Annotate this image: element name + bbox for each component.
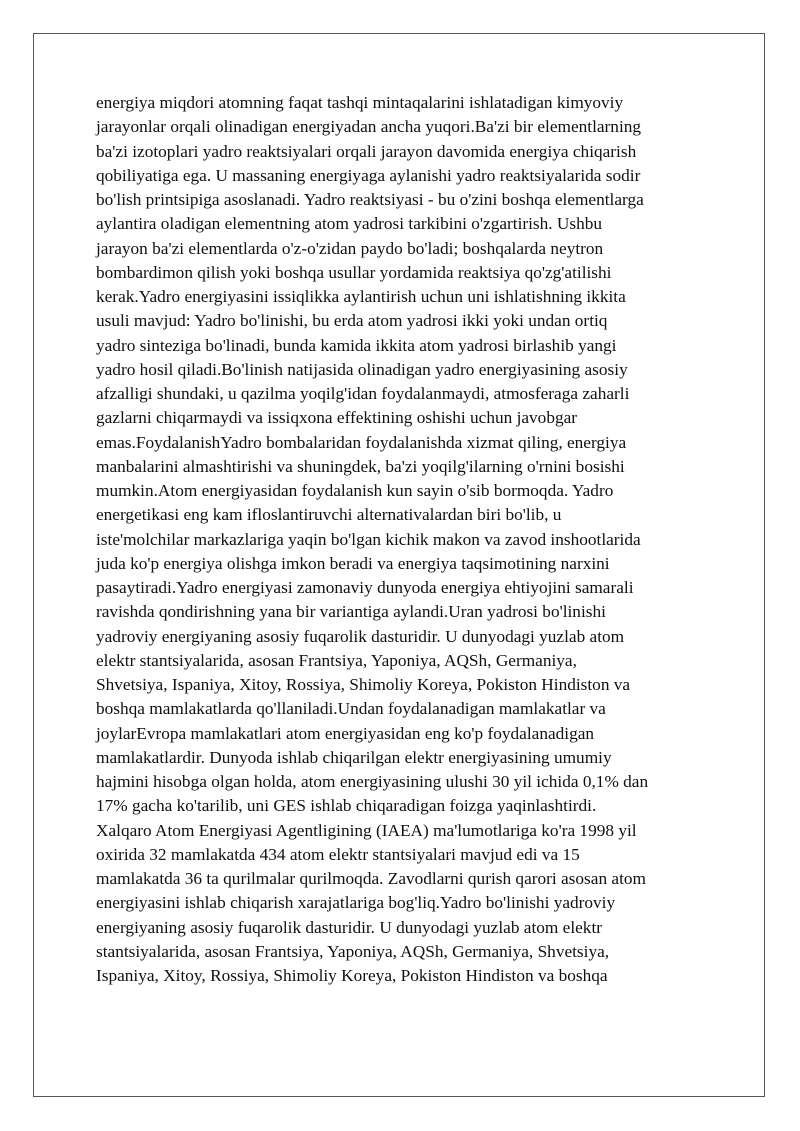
text-line: iste'molchilar markazlariga yaqin bo'lgan kichik makon va zavod inshootlarida: [96, 529, 641, 549]
text-line: yadro sinteziga bo'linadi, bunda kamida ikkita atom yadrosi birlashib yangi: [96, 335, 617, 355]
text-line: boshqa mamlakatlarda qo'llaniladi.Undan foydalanadigan mamlakatlar va: [96, 699, 606, 719]
text-line: yadro hosil qiladi.Bo'linish natijasida olinadigan yadro energiyasining asosiy: [96, 359, 628, 379]
text-line: mamlakatlardir. Dunyoda ishlab chiqarilgan elektr energiyasining umumiy: [96, 747, 612, 767]
text-line: 17% gacha ko'tarilib, uni GES ishlab chiqaradigan foizga yaqinlashtirdi.: [96, 796, 597, 816]
text-line: energiya miqdori atomning faqat tashqi mintaqalarini ishlatadigan kimyoviy: [96, 93, 624, 112]
text-line: bombardimon qilish yoki boshqa usullar yordamida reaktsiya qo'zg'atilishi: [96, 262, 612, 282]
text-line: jarayon ba'zi elementlarda o'z-o'zidan paydo bo'ladi; boshqalarda neytron: [96, 238, 604, 258]
text-line: mamlakatda 36 ta qurilmalar qurilmoqda. Zavodlarni qurish qarori asosan atom: [96, 869, 646, 888]
text-line: gazlarni chiqarmaydi va issiqxona effektining oshishi uchun javobgar: [96, 408, 578, 428]
text-line: kerak.Yadro energiyasini issiqlikka aylantirish uchun uni ishlatishning ikkita: [96, 287, 626, 306]
text-line: pasaytiradi.Yadro energiyasi zamonaviy dunyoda energiya ehtiyojini samarali: [96, 578, 634, 597]
text-line: usuli mavjud: Yadro bo'linishi, bu erda atom yadrosi ikki yoki undan ortiq: [96, 311, 608, 331]
text-line: ba'zi izotoplari yadro reaktsiyalari orqali jarayon davomida energiya chiqarish: [96, 141, 637, 161]
text-line: aylantira oladigan elementning atom yadrosi tarkibini o'zgartirish. Ushbu: [96, 214, 603, 234]
text-line: energetikasi eng kam ifloslantiruvchi alternativalardan biri bo'lib, u: [96, 505, 562, 525]
text-line: manbalarini almashtirishi va shuningdek, ba'zi yoqilg'ilarning o'rnini bosishi: [96, 456, 625, 476]
text-line: hajmini hisobga olgan holda, atom energiyasining ulushi 30 yil ichida 0,1% dan: [96, 772, 649, 791]
text-line: energiyaning asosiy fuqarolik dasturidir. U dunyodagi yuzlab atom elektr: [96, 917, 602, 937]
text-line: jarayonlar orqali olinadigan energiyadan ancha yuqori.Ba'zi bir elementlarning: [96, 117, 642, 137]
text-line: yadroviy energiyaning asosiy fuqarolik dasturidir. U dunyodagi yuzlab atom: [96, 626, 625, 646]
text-line: Ispaniya, Xitoy, Rossiya, Shimoliy Koreya, Pokiston Hindiston va boshqa: [96, 966, 608, 985]
body-text: [96, 91, 716, 988]
text-line: Xalqaro Atom Energiyasi Agentligining (IAEA) ma'lumotlariga ko'ra 1998 yil: [96, 820, 637, 840]
text-line: energiyasini ishlab chiqarish xarajatlariga bog'liq.Yadro bo'linishi yadroviy: [96, 893, 616, 913]
text-line: mumkin.Atom energiyasidan foydalanish kun sayin o'sib bormoqda. Yadro: [96, 481, 614, 500]
text-line: Shvetsiya, Ispaniya, Xitoy, Rossiya, Shimoliy Koreya, Pokiston Hindiston va: [96, 675, 631, 694]
text-line: elektr stantsiyalarida, asosan Frantsiya, Yaponiya, AQSh, Germaniya,: [96, 650, 577, 670]
text-line: stantsiyalarida, asosan Frantsiya, Yaponiya, AQSh, Germaniya, Shvetsiya,: [96, 941, 610, 961]
text-line: emas.FoydalanishYadro bombalaridan foydalanishda xizmat qiling, energiya: [96, 432, 627, 452]
text-line: qobiliyatiga ega. U massaning energiyaga aylanishi yadro reaktsiyalarida sodir: [96, 165, 641, 185]
text-line: afzalligi shundaki, u qazilma yoqilg'idan foydalanmaydi, atmosferaga zaharli: [96, 384, 630, 403]
text-line: bo'lish printsipiga asoslanadi. Yadro reaktsiyasi - bu o'zini boshqa elementlarga: [96, 190, 644, 209]
text-line: oxirida 32 mamlakatda 434 atom elektr stantsiyalari mavjud edi va 15: [96, 844, 580, 864]
text-line: ravishda qondirishning yana bir variantiga aylandi.Uran yadrosi bo'linishi: [96, 602, 606, 622]
text-line: juda ko'p energiya olishga imkon beradi va energiya taqsimotining narxini: [96, 553, 610, 573]
text-line: joylarEvropa mamlakatlari atom energiyasidan eng ko'p foydalanadigan: [96, 723, 595, 743]
